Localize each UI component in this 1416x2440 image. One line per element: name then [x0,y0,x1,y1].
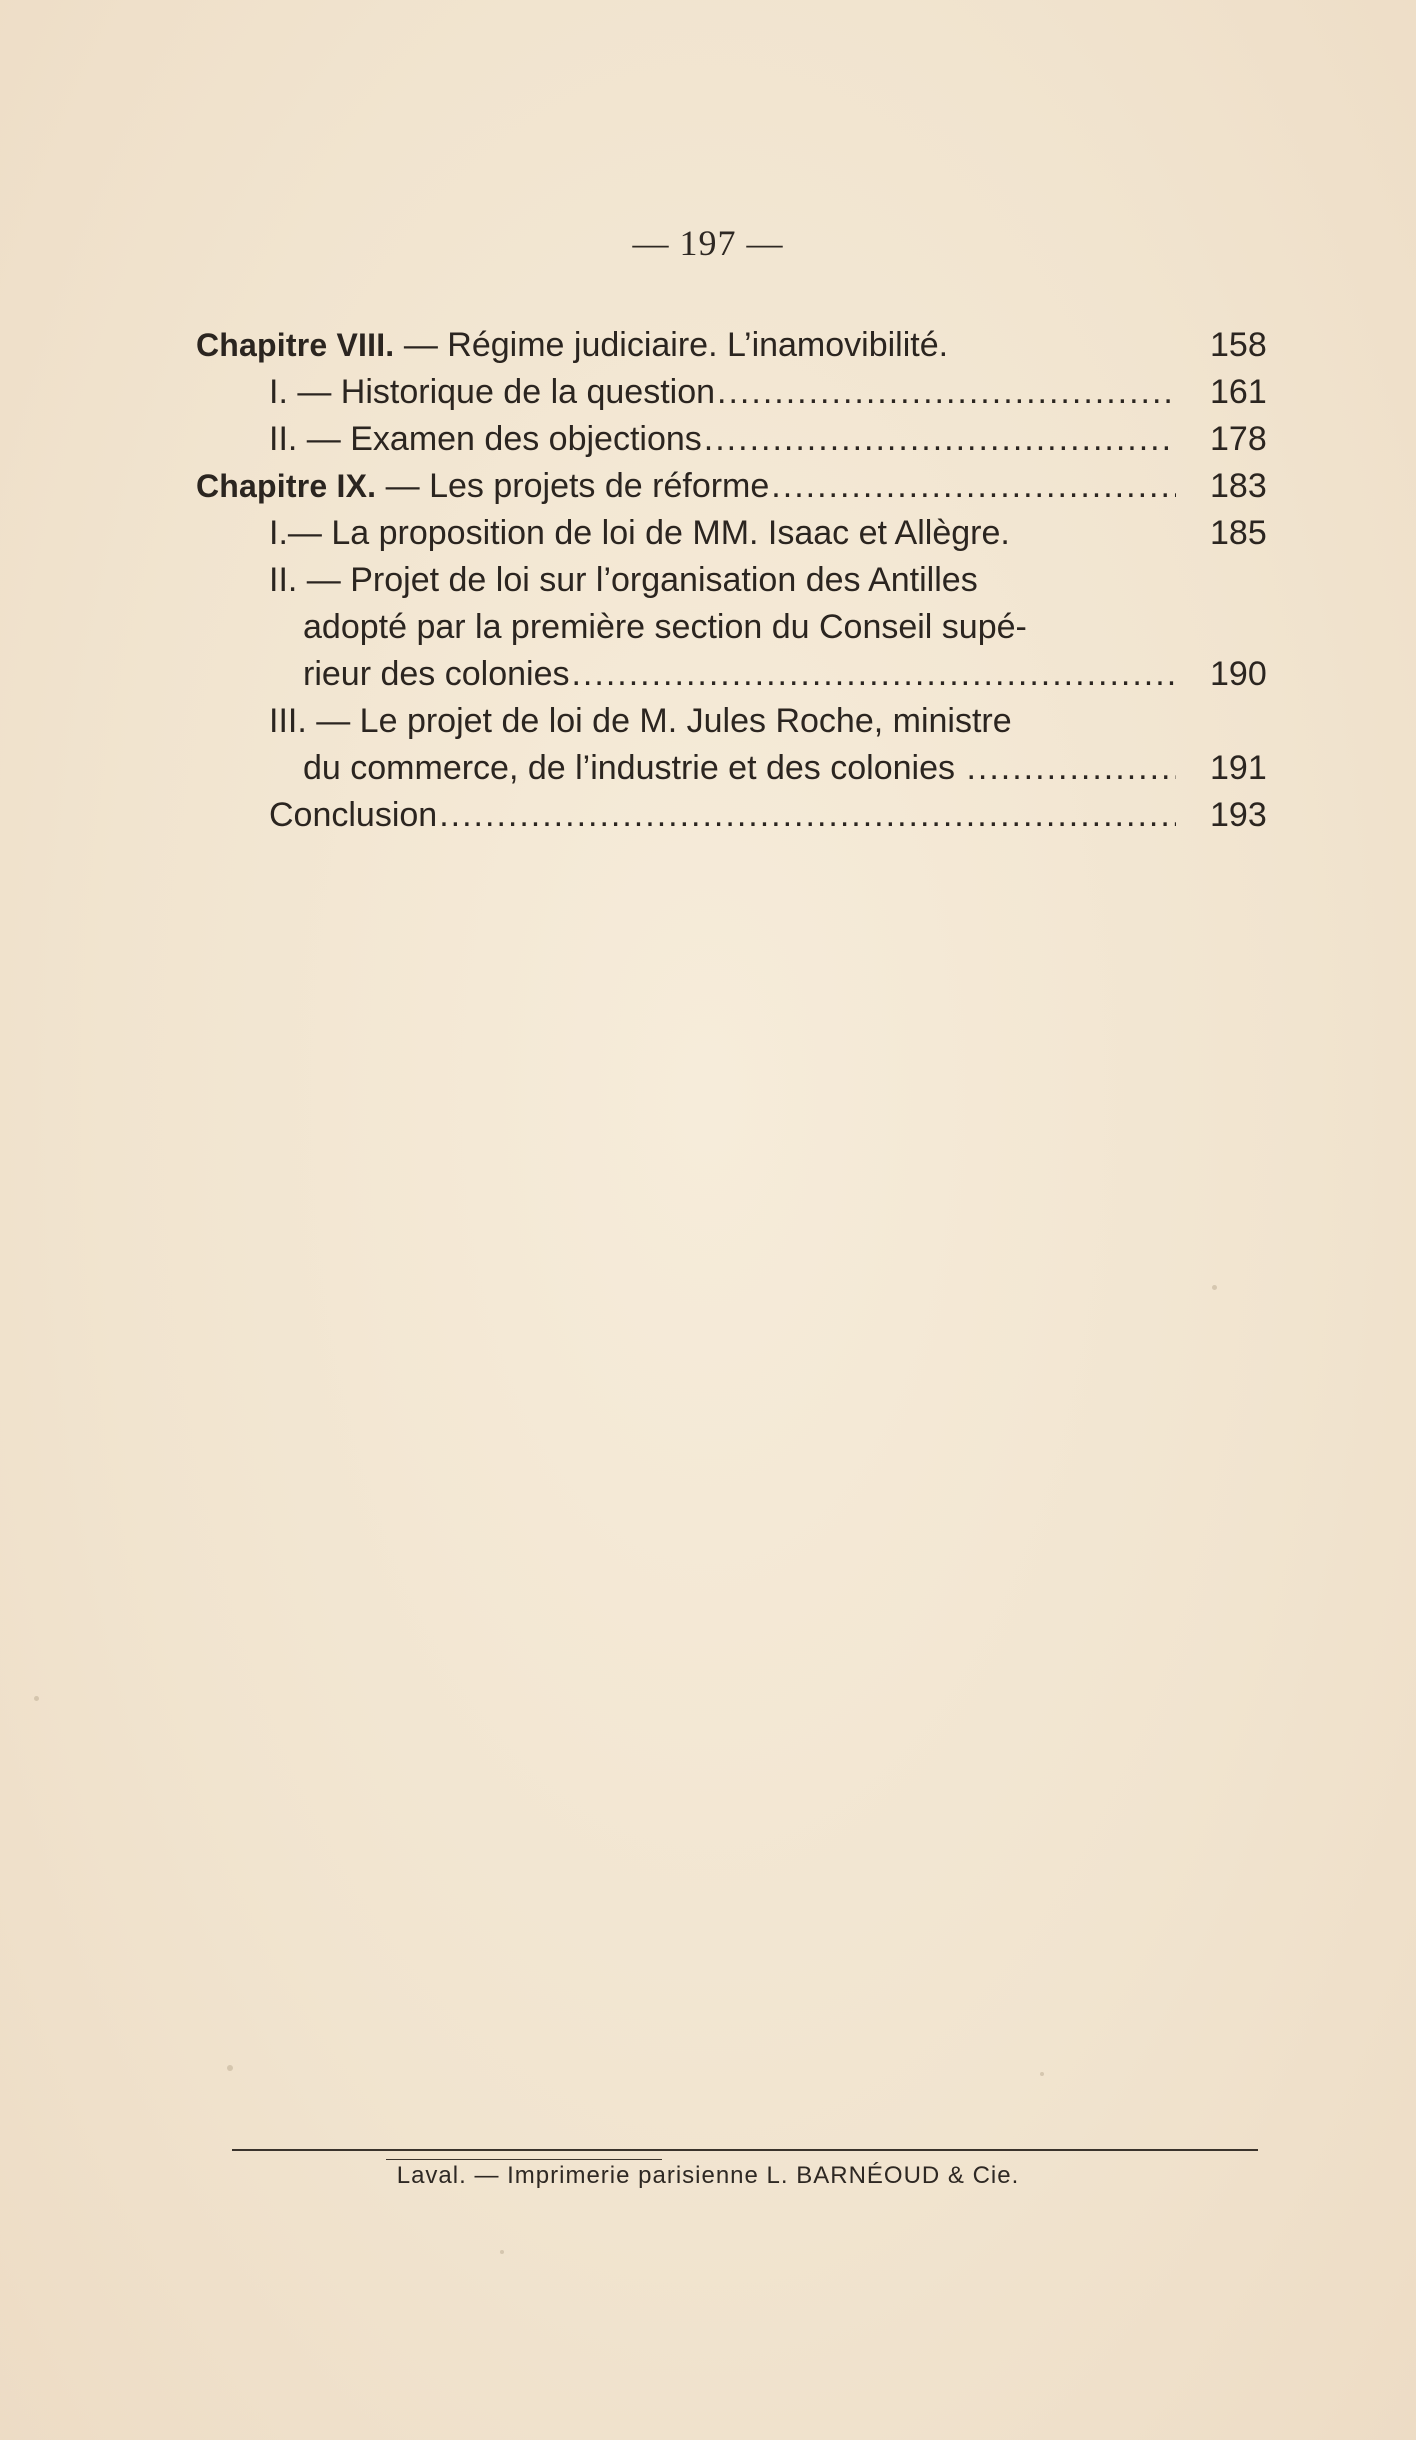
footer-rule-short [386,2159,662,2160]
printer-imprint: Laval. — Imprimerie parisienne L. BARNÉOUD & Cie. [396,2162,1020,2189]
section-title-continued: adopté par la première section du Conseil supé- [303,608,1027,646]
toc-entry-continuation [196,745,1266,792]
section-title: Conclusion [269,796,438,834]
page-ref: 161 [1210,373,1267,411]
page-ref: 190 [1210,655,1267,693]
section-title: II. — Examen des objections [269,420,702,458]
section-title: II. — Projet de loi sur l’organisation des Antilles [269,561,978,599]
page-ref: 185 [1210,514,1267,552]
paper-speck [1212,1285,1217,1290]
section-title-continued: rieur des colonies [303,655,570,693]
section-title: I.— La proposition de loi de MM. Isaac et Allègre. [269,514,1010,552]
toc-entry-conclusion [196,792,1266,839]
page-ref: 191 [1210,749,1267,787]
toc-entry-section [196,369,1266,416]
table-of-contents [196,322,1266,839]
paper-speck [227,2065,233,2071]
toc-entry-continuation [196,651,1266,698]
page-ref: 158 [1210,326,1267,364]
page-number: — 197 — [632,223,784,263]
page-ref: 193 [1210,796,1267,834]
toc-entry-section [196,416,1266,463]
dot-leader [966,745,1176,792]
section-title: III. — Le projet de loi de M. Jules Roche, ministre [269,702,1012,740]
toc-entry-chapter-ix [196,463,1266,510]
chapter-title: — Les projets de réforme [385,467,770,505]
paper-speck [1040,2072,1044,2076]
chapter-label: Chapitre IX. [196,468,377,504]
page-ref: 178 [1210,420,1267,458]
section-title: I. — Historique de la question [269,373,716,411]
dot-leader [771,463,1176,510]
dot-leader [571,651,1176,698]
paper-speck [500,2250,504,2254]
toc-entry-section [196,510,1266,557]
toc-entry-section [196,557,1266,604]
chapter-label: Chapitre VIII. [196,327,395,363]
toc-entry-chapter-viii [196,322,1266,369]
dot-leader [704,416,1176,463]
section-title-continued: du commerce, de l’industrie et des colonies [303,749,955,787]
page-ref: 183 [1210,467,1267,505]
toc-entry-continuation [196,604,1266,651]
footer-rule [232,2149,1258,2151]
dot-leader [439,792,1176,839]
dot-leader [717,369,1176,416]
chapter-title: — Régime judiciaire. L’inamovibilité. [403,326,949,364]
paper-speck [34,1696,39,1701]
toc-entry-section [196,698,1266,745]
